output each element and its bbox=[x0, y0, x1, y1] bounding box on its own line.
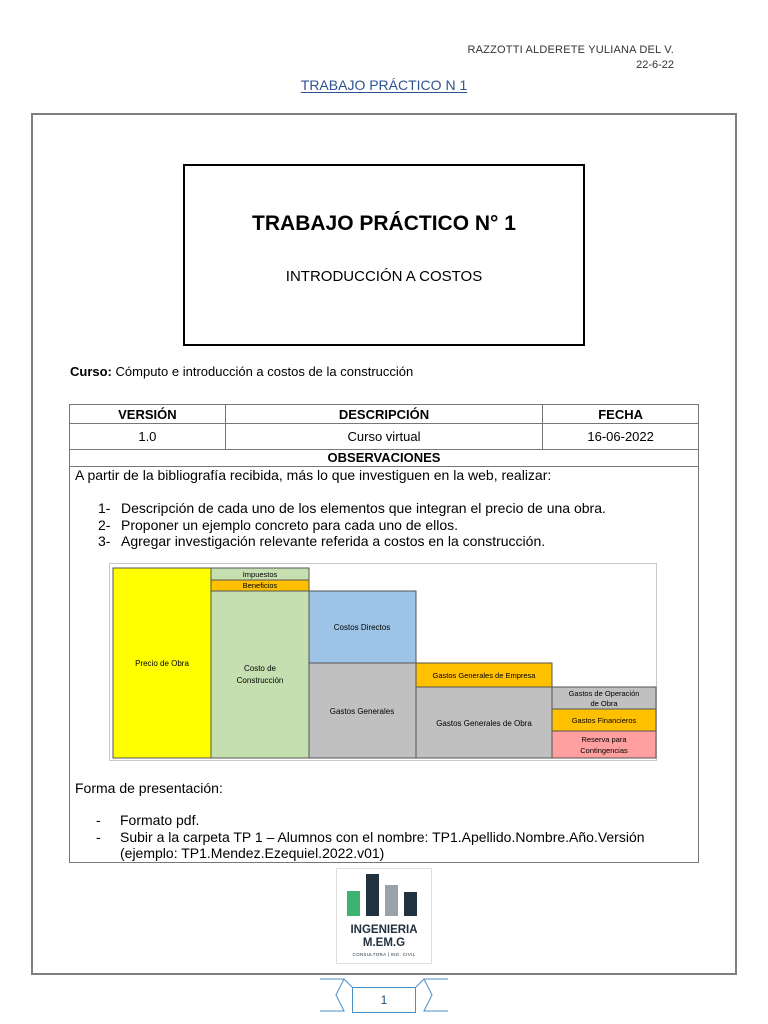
course-value: Cómputo e introducción a costos de la construcción bbox=[115, 364, 414, 379]
list-item-continuation: (ejemplo: TP1.Mendez.Ezequiel.2022.v01) bbox=[120, 845, 385, 861]
logo-text-memg: M.EM.G bbox=[362, 937, 406, 949]
label-gg-obra: Gastos Generales de Obra bbox=[436, 719, 532, 728]
list-item bbox=[98, 517, 606, 534]
presentation-heading: Forma de presentación: bbox=[75, 780, 223, 796]
list-bullet: - bbox=[96, 812, 101, 828]
presentation-list bbox=[96, 812, 645, 862]
page-title bbox=[0, 77, 768, 93]
course-line bbox=[70, 364, 413, 379]
list-item-text: Agregar investigación relevante referida a costos en la construcción. bbox=[121, 533, 546, 549]
label-reserva-1: Reserva para bbox=[581, 735, 627, 744]
label-gastos-financieros: Gastos Financieros bbox=[571, 716, 637, 725]
list-item-text: Formato pdf. bbox=[120, 812, 200, 828]
table-header: VERSIÓN bbox=[70, 405, 226, 424]
label-gastos-generales: Gastos Generales bbox=[329, 707, 395, 716]
table-row bbox=[70, 424, 699, 450]
list-item bbox=[98, 533, 606, 550]
page-title-text: TRABAJO PRÁCTICO N 1 bbox=[300, 77, 468, 93]
header-author: RAZZOTTI ALDERETE YULIANA DEL V. bbox=[467, 44, 674, 56]
label-beneficios: Beneficios bbox=[242, 581, 278, 590]
bar-chart-icon bbox=[337, 869, 433, 925]
label-gastos-operacion-1: Gastos de Operación bbox=[568, 689, 640, 698]
page-number-ribbon bbox=[318, 975, 450, 1019]
list-item-text: Subir a la carpeta TP 1 – Alumnos con el nombre: TP1.Apellido.Nombre.Año.Versión bbox=[120, 828, 645, 845]
table-cell: 1.0 bbox=[70, 424, 226, 450]
label-costo-construccion-1: Costo de bbox=[243, 664, 277, 673]
block-costo-construccion bbox=[211, 591, 309, 758]
table-header: DESCRIPCIÓN bbox=[225, 405, 542, 424]
observations-heading: OBSERVACIONES bbox=[70, 450, 698, 467]
list-item bbox=[96, 829, 645, 846]
list-item bbox=[98, 500, 606, 517]
course-label: Curso: bbox=[70, 364, 112, 379]
list-item-text: Descripción de cada uno de los elementos que integran el precio de una obra. bbox=[121, 500, 606, 516]
list-item-number: 3- bbox=[98, 533, 111, 549]
label-reserva-2: Contingencias bbox=[580, 746, 628, 755]
cover-title-box bbox=[183, 164, 585, 346]
label-costo-construccion-2: Construcción bbox=[236, 676, 284, 685]
company-logo bbox=[336, 868, 432, 964]
list-item bbox=[96, 812, 645, 829]
table-cell: 16-06-2022 bbox=[543, 424, 699, 450]
cover-subtitle: INTRODUCCIÓN A COSTOS bbox=[285, 268, 483, 285]
cover-title: TRABAJO PRÁCTICO N° 1 bbox=[252, 212, 516, 235]
logo-tagline: CONSULTORA | ING. CIVIL bbox=[352, 952, 416, 957]
label-gg-empresa: Gastos Generales de Empresa bbox=[432, 671, 536, 680]
list-item-number: 2- bbox=[98, 516, 111, 533]
page-number: 1 bbox=[352, 987, 416, 1013]
table-cell: Curso virtual bbox=[225, 424, 542, 450]
list-bullet: - bbox=[96, 828, 101, 845]
table-header: FECHA bbox=[543, 405, 699, 424]
table-header-row bbox=[70, 405, 699, 424]
logo-text-ingenieria: INGENIERIA bbox=[350, 924, 418, 936]
label-precio-obra: Precio de Obra bbox=[135, 659, 189, 668]
cost-structure-diagram bbox=[109, 563, 657, 761]
header-date: 22-6-22 bbox=[636, 59, 674, 71]
label-costos-directos: Costos Directos bbox=[333, 623, 391, 632]
observations-intro: A partir de la bibliografía recibida, más lo que investiguen en la web, realizar: bbox=[75, 467, 552, 483]
observations-list bbox=[98, 500, 606, 550]
version-table bbox=[69, 404, 699, 450]
list-item-text: Proponer un ejemplo concreto para cada uno de ellos. bbox=[121, 516, 458, 533]
list-item-number: 1- bbox=[98, 500, 111, 516]
label-impuestos: Impuestos bbox=[242, 570, 278, 579]
label-gastos-operacion-2: de Obra bbox=[590, 699, 618, 708]
